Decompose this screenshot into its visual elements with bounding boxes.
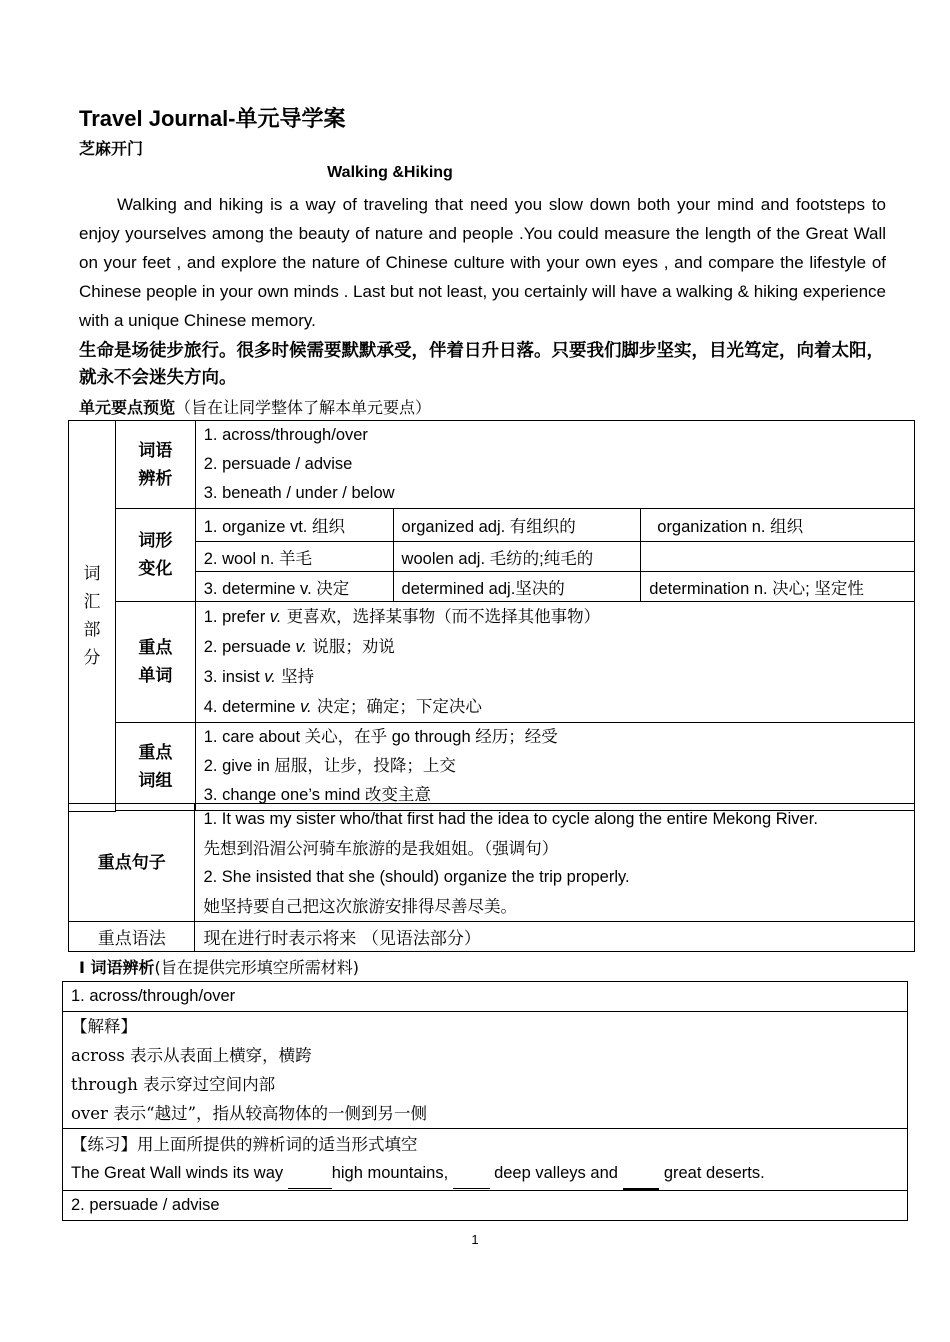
explain-label: 【解释】 <box>71 1017 137 1036</box>
list-item <box>204 632 906 662</box>
vocab-part-label <box>69 421 116 812</box>
sentence-en: 2. She insisted that she (should) organize the trip properly. <box>203 867 630 886</box>
explain-line: through 表示穿过空间内部 <box>71 1075 276 1094</box>
blank-1 <box>288 1159 332 1189</box>
word-pos: v. <box>300 698 312 716</box>
section1-heading-note: (旨在提供完形填空所需材料) <box>154 958 360 977</box>
list-item: 2. give in 屈服，让步，投降；上交 <box>203 757 456 775</box>
list-item <box>204 602 906 632</box>
word-pos: v. <box>269 608 282 626</box>
sentence-cn: 她坚持要自己把这次旅游安排得尽善尽美。 <box>203 896 517 916</box>
word-text: 1. prefer <box>203 608 270 626</box>
word-meaning: 更喜欢，选择某事物（而不选择其他事物） <box>281 607 601 626</box>
key-words-label-1: 重点 <box>138 638 173 657</box>
form-cell: woolen adj. 毛纺的;纯毛的 <box>393 542 641 572</box>
list-item: 1. care about 关心，在乎 go through 经历；经受 <box>203 728 558 746</box>
explain-line: across 表示从表面上横穿，横跨 <box>71 1046 312 1065</box>
sentence-en: 1. It was my sister who/that first had the idea to cycle along the entire Mekong River. <box>203 809 818 828</box>
key-phrases-label-2: 词组 <box>138 770 173 790</box>
key-phrases-label-1: 重点 <box>138 742 173 762</box>
word-text: 2. persuade <box>203 638 296 656</box>
preview-heading-note: （旨在让同学整体了解本单元要点） <box>175 398 432 417</box>
practice-label: 【练习】用上面所提供的辨析词的适当形式填空 <box>71 1134 418 1154</box>
key-sentences-label: 重点句子 <box>69 804 195 922</box>
word-diff-list <box>195 421 914 509</box>
section1-heading <box>79 955 359 978</box>
form-cell: determined adj.坚决的 <box>393 572 641 602</box>
explain-line: over 表示“越过”，指从较高物体的一侧到另一侧 <box>71 1104 428 1123</box>
key-phrases-label <box>115 723 195 811</box>
list-item <box>204 662 906 692</box>
list-item: 1. across/through/over <box>203 426 368 444</box>
practice-text: high mountains, <box>331 1163 453 1182</box>
form-cell: 1. organize vt. 组织 <box>195 509 393 542</box>
form-cell: organized adj. 有组织的 <box>393 509 641 542</box>
key-sentences-list <box>195 804 915 922</box>
section-subtitle: 芝麻开门 <box>79 139 144 158</box>
word-text: 3. insist <box>203 668 265 686</box>
sentence-cn: 先想到沿湄公河骑车旅游的是我姐姐。（强调句） <box>203 838 559 858</box>
word-pos: v. <box>295 638 308 656</box>
practice-text: deep valleys and <box>489 1163 623 1182</box>
form-cell: organization n. 组织 <box>641 509 915 542</box>
word-forms-label <box>115 509 195 602</box>
explain-block <box>63 1012 908 1129</box>
essay-title: Walking &Hiking <box>327 164 453 181</box>
list-item: 3. beneath / under / below <box>203 484 395 502</box>
chinese-quote: 生命是场徒步旅行。很多时候需要默默承受，伴着日升日落。只要我们脚步坚实，目光笃定，向着太阳，就永不会迷失方向。 <box>79 341 884 388</box>
document-title: Travel Journal-单元导学案 <box>79 106 346 131</box>
key-words-label <box>115 602 195 723</box>
word-meaning: 说服；劝说 <box>307 637 395 656</box>
practice-block <box>63 1129 908 1191</box>
list-item: 3. change one’s mind 改变主意 <box>203 786 431 804</box>
section1-heading-text: I 词语辨析 <box>79 958 155 977</box>
form-cell: 2. wool n. 羊毛 <box>195 542 393 572</box>
preview-heading <box>79 395 431 418</box>
blank-2 <box>453 1159 490 1189</box>
sentence-grammar-table <box>68 803 915 952</box>
word-forms-label-1: 词形 <box>138 531 173 550</box>
essay-paragraph: Walking and hiking is a way of traveling that need you slow down both your mind and footsteps to enjoy yourselves among the beauty of nature and people .You could measure the length of the Great Wall on your feet , and explore the nature of Chinese culture with your own eyes , and compare the lifestyle of Chinese people in your own minds . Last but not least, you certainly will have a walking & hiking experience with a unique Chinese memory. <box>79 195 887 330</box>
practice-sentence <box>71 1159 899 1190</box>
word-meaning: 坚持 <box>275 667 315 686</box>
practice-text: The Great Wall winds its way <box>71 1163 288 1182</box>
vocab-part-text: 词汇部分 <box>83 563 101 668</box>
form-cell: 3. determine v. 决定 <box>195 572 393 602</box>
preview-heading-text: 单元要点预览 <box>79 398 176 417</box>
form-cell <box>641 542 915 572</box>
form-cell: determination n. 决心; 坚定性 <box>641 572 915 602</box>
word-meaning: 决定；确定；下定决心 <box>311 697 482 716</box>
word-forms-label-2: 变化 <box>138 559 173 578</box>
word-text: 4. determine <box>203 698 301 716</box>
word-diff-label-2: 辨析 <box>138 468 173 488</box>
item1-title: 1. across/through/over <box>63 982 908 1012</box>
list-item: 2. persuade / advise <box>203 455 353 473</box>
key-words-label-2: 单词 <box>138 666 173 685</box>
key-words-list <box>195 602 914 723</box>
word-diff-label <box>115 421 195 509</box>
item2-title: 2. persuade / advise <box>63 1191 908 1221</box>
word-diff-table <box>62 981 908 1221</box>
key-phrases-list <box>195 723 914 811</box>
practice-text: great deserts. <box>659 1163 765 1182</box>
preview-table <box>68 420 915 812</box>
word-diff-label-1: 词语 <box>138 440 173 460</box>
grammar-label: 重点语法 <box>69 922 195 952</box>
list-item <box>204 692 906 722</box>
grammar-content: 现在进行时表示将来 （见语法部分） <box>195 922 915 952</box>
word-pos: v. <box>264 668 276 686</box>
blank-3 <box>623 1159 660 1190</box>
page-number: 1 <box>471 1232 479 1247</box>
